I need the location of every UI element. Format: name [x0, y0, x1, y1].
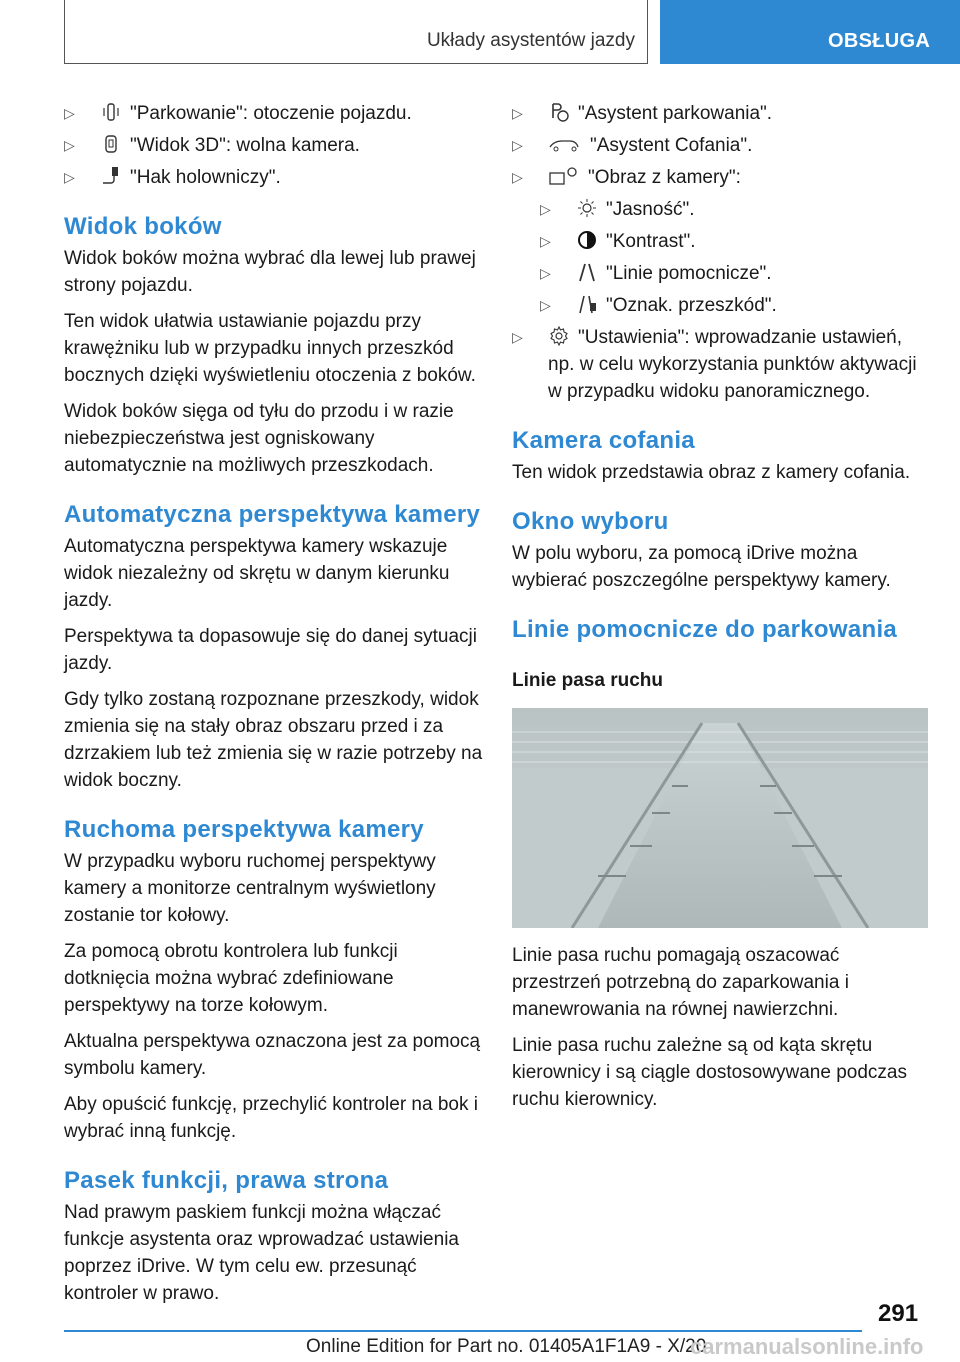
paragraph: Widok boków można wybrać dla lewej lub prawej strony pojazdu.: [64, 248, 476, 296]
subheading: Linie pasa ruchu: [512, 670, 663, 691]
list-item: [64, 100, 484, 127]
paragraph: Ten widok przedstawia obraz z kamery cofania.: [512, 462, 911, 483]
page-number: 291: [878, 1300, 919, 1327]
bullet: ▷: [512, 105, 523, 121]
section-title: Okno wyboru: [512, 508, 669, 535]
watermark: carmanualsonline.info: [690, 1334, 924, 1359]
list-item: [512, 132, 930, 159]
bullet: ▷: [64, 105, 75, 121]
footer-edition: Online Edition for Part no. 01405A1F1A9 - X/20: [306, 1336, 707, 1357]
3d-view-icon: [100, 133, 122, 155]
paragraph: W przypadku wyboru ruchomej perspektywy kamery a monitorze centralnym wyświetlony zostanie tor kołowy.: [64, 851, 436, 926]
paragraph: Aktualna perspektywa oznaczona jest za pomocą symbolu kamery.: [64, 1031, 481, 1079]
lane-lines-illustration: [512, 708, 928, 928]
item-text: "Kontrast".: [606, 231, 696, 252]
header-box: [64, 0, 648, 64]
parking-assistant-icon: [548, 101, 570, 123]
list-item: [540, 292, 930, 319]
bullet: ▷: [540, 297, 551, 313]
item-text: "Parkowanie": otoczenie pojazdu.: [130, 103, 412, 124]
header-section-title: Układy asystentów jazdy: [426, 30, 635, 51]
paragraph: W polu wyboru, za pomocą iDrive można wybierać poszczególne perspektywy kamery.: [512, 543, 891, 591]
list-item: [512, 324, 930, 405]
item-text: "Hak holowniczy".: [130, 167, 281, 188]
item-text: "Ustawienia": wprowadzanie ustawień, np. w celu wykorzystania punktów aktywacji w przypadku widoku panoramicznego.: [548, 327, 917, 402]
bullet: ▷: [540, 265, 551, 281]
list-item: [540, 196, 930, 223]
list-item: [540, 260, 930, 287]
paragraph: Za pomocą obrotu kontrolera lub funkcji dotknięcia można wybrać zdefiniowane perspektywy na torze kołowym.: [64, 941, 398, 1016]
obstacle-marking-icon: [576, 293, 598, 315]
contrast-icon: [576, 229, 598, 251]
bullet: ▷: [540, 233, 551, 249]
item-text: "Linie pomocnicze".: [606, 263, 772, 284]
paragraph: Automatyczna perspektywa kamery wskazuje widok niezależny od skrętu w danym kierunku jazdy.: [64, 536, 450, 611]
item-text: "Oznak. przeszkód".: [606, 295, 777, 316]
paragraph: Aby opuścić funkcję, przechylić kontroler na bok i wybrać inną funkcję.: [64, 1094, 478, 1142]
section-title: Pasek funkcji, prawa strona: [64, 1167, 389, 1194]
list-item: [64, 164, 484, 191]
section-title: Ruchoma perspektywa kamery: [64, 816, 424, 843]
paragraph: Nad prawym paskiem funkcji można włączać funkcje asystenta oraz wprowadzać ustawienia poprzez iDrive. W tym celu ew. przesunąć kontroler w prawo.: [64, 1202, 459, 1304]
guide-lines-icon: [576, 261, 598, 283]
sublist: [540, 196, 930, 319]
bullet: ▷: [512, 169, 523, 185]
section-title: Linie pomocnicze do parkowania: [512, 616, 898, 643]
list-item: [64, 132, 484, 159]
paragraph: Ten widok ułatwia ustawianie pojazdu przy krawężniku lub w przypadku innych przeszkód bocznych dzięki wyświetleniu otoczenia z boków.: [64, 311, 476, 386]
paragraph: Perspektywa ta dopasowuje się do danej sytuacji jazdy.: [64, 626, 477, 674]
item-text: "Asystent Cofania".: [590, 135, 753, 156]
parking-sensor-icon: [100, 101, 122, 123]
reversing-assistant-icon: [548, 133, 582, 155]
left-column: [64, 100, 484, 1316]
item-text: "Widok 3D": wolna kamera.: [130, 135, 360, 156]
item-text: "Obraz z kamery":: [588, 167, 741, 188]
settings-gear-icon: [548, 325, 570, 347]
paragraph: Widok boków sięga od tyłu do przodu i w razie niebezpieczeństwa jest ogniskowany automatycznie na możliwych przeszkodach.: [64, 401, 454, 476]
list-item: [512, 164, 930, 191]
section-title: Widok boków: [64, 213, 222, 240]
section-title: Kamera cofania: [512, 427, 695, 454]
bullet: ▷: [64, 137, 75, 153]
header-tab: OBSŁUGA: [660, 0, 960, 64]
brightness-icon: [576, 197, 598, 219]
right-column: [512, 100, 930, 1122]
tow-hitch-icon: [100, 165, 122, 187]
list-item: [512, 100, 930, 127]
item-text: "Asystent parkowania".: [578, 103, 773, 124]
bullet: ▷: [540, 201, 551, 217]
list-item: [540, 228, 930, 255]
footer-divider: [64, 1330, 862, 1332]
camera-image-icon: [548, 165, 580, 187]
bullet: ▷: [512, 137, 523, 153]
bullet: ▷: [512, 329, 523, 345]
item-text: "Jasność".: [606, 199, 695, 220]
section-title: Automatyczna perspektywa kamery: [64, 501, 481, 528]
paragraph: Linie pasa ruchu pomagają oszacować przestrzeń potrzebną do zaparkowania i manewrowania na równej nawierzchni.: [512, 945, 849, 1020]
paragraph: Linie pasa ruchu zależne są od kąta skrętu kierownicy i są ciągle dostosowywane podczas ruchu kierownicy.: [512, 1035, 907, 1110]
bullet: ▷: [64, 169, 75, 185]
paragraph: Gdy tylko zostaną rozpoznane przeszkody, widok zmienia się na stały obraz obszaru przed i za dzrzakiem lub też zmienia się w razie potrzeby na widok boczny.: [64, 689, 483, 791]
